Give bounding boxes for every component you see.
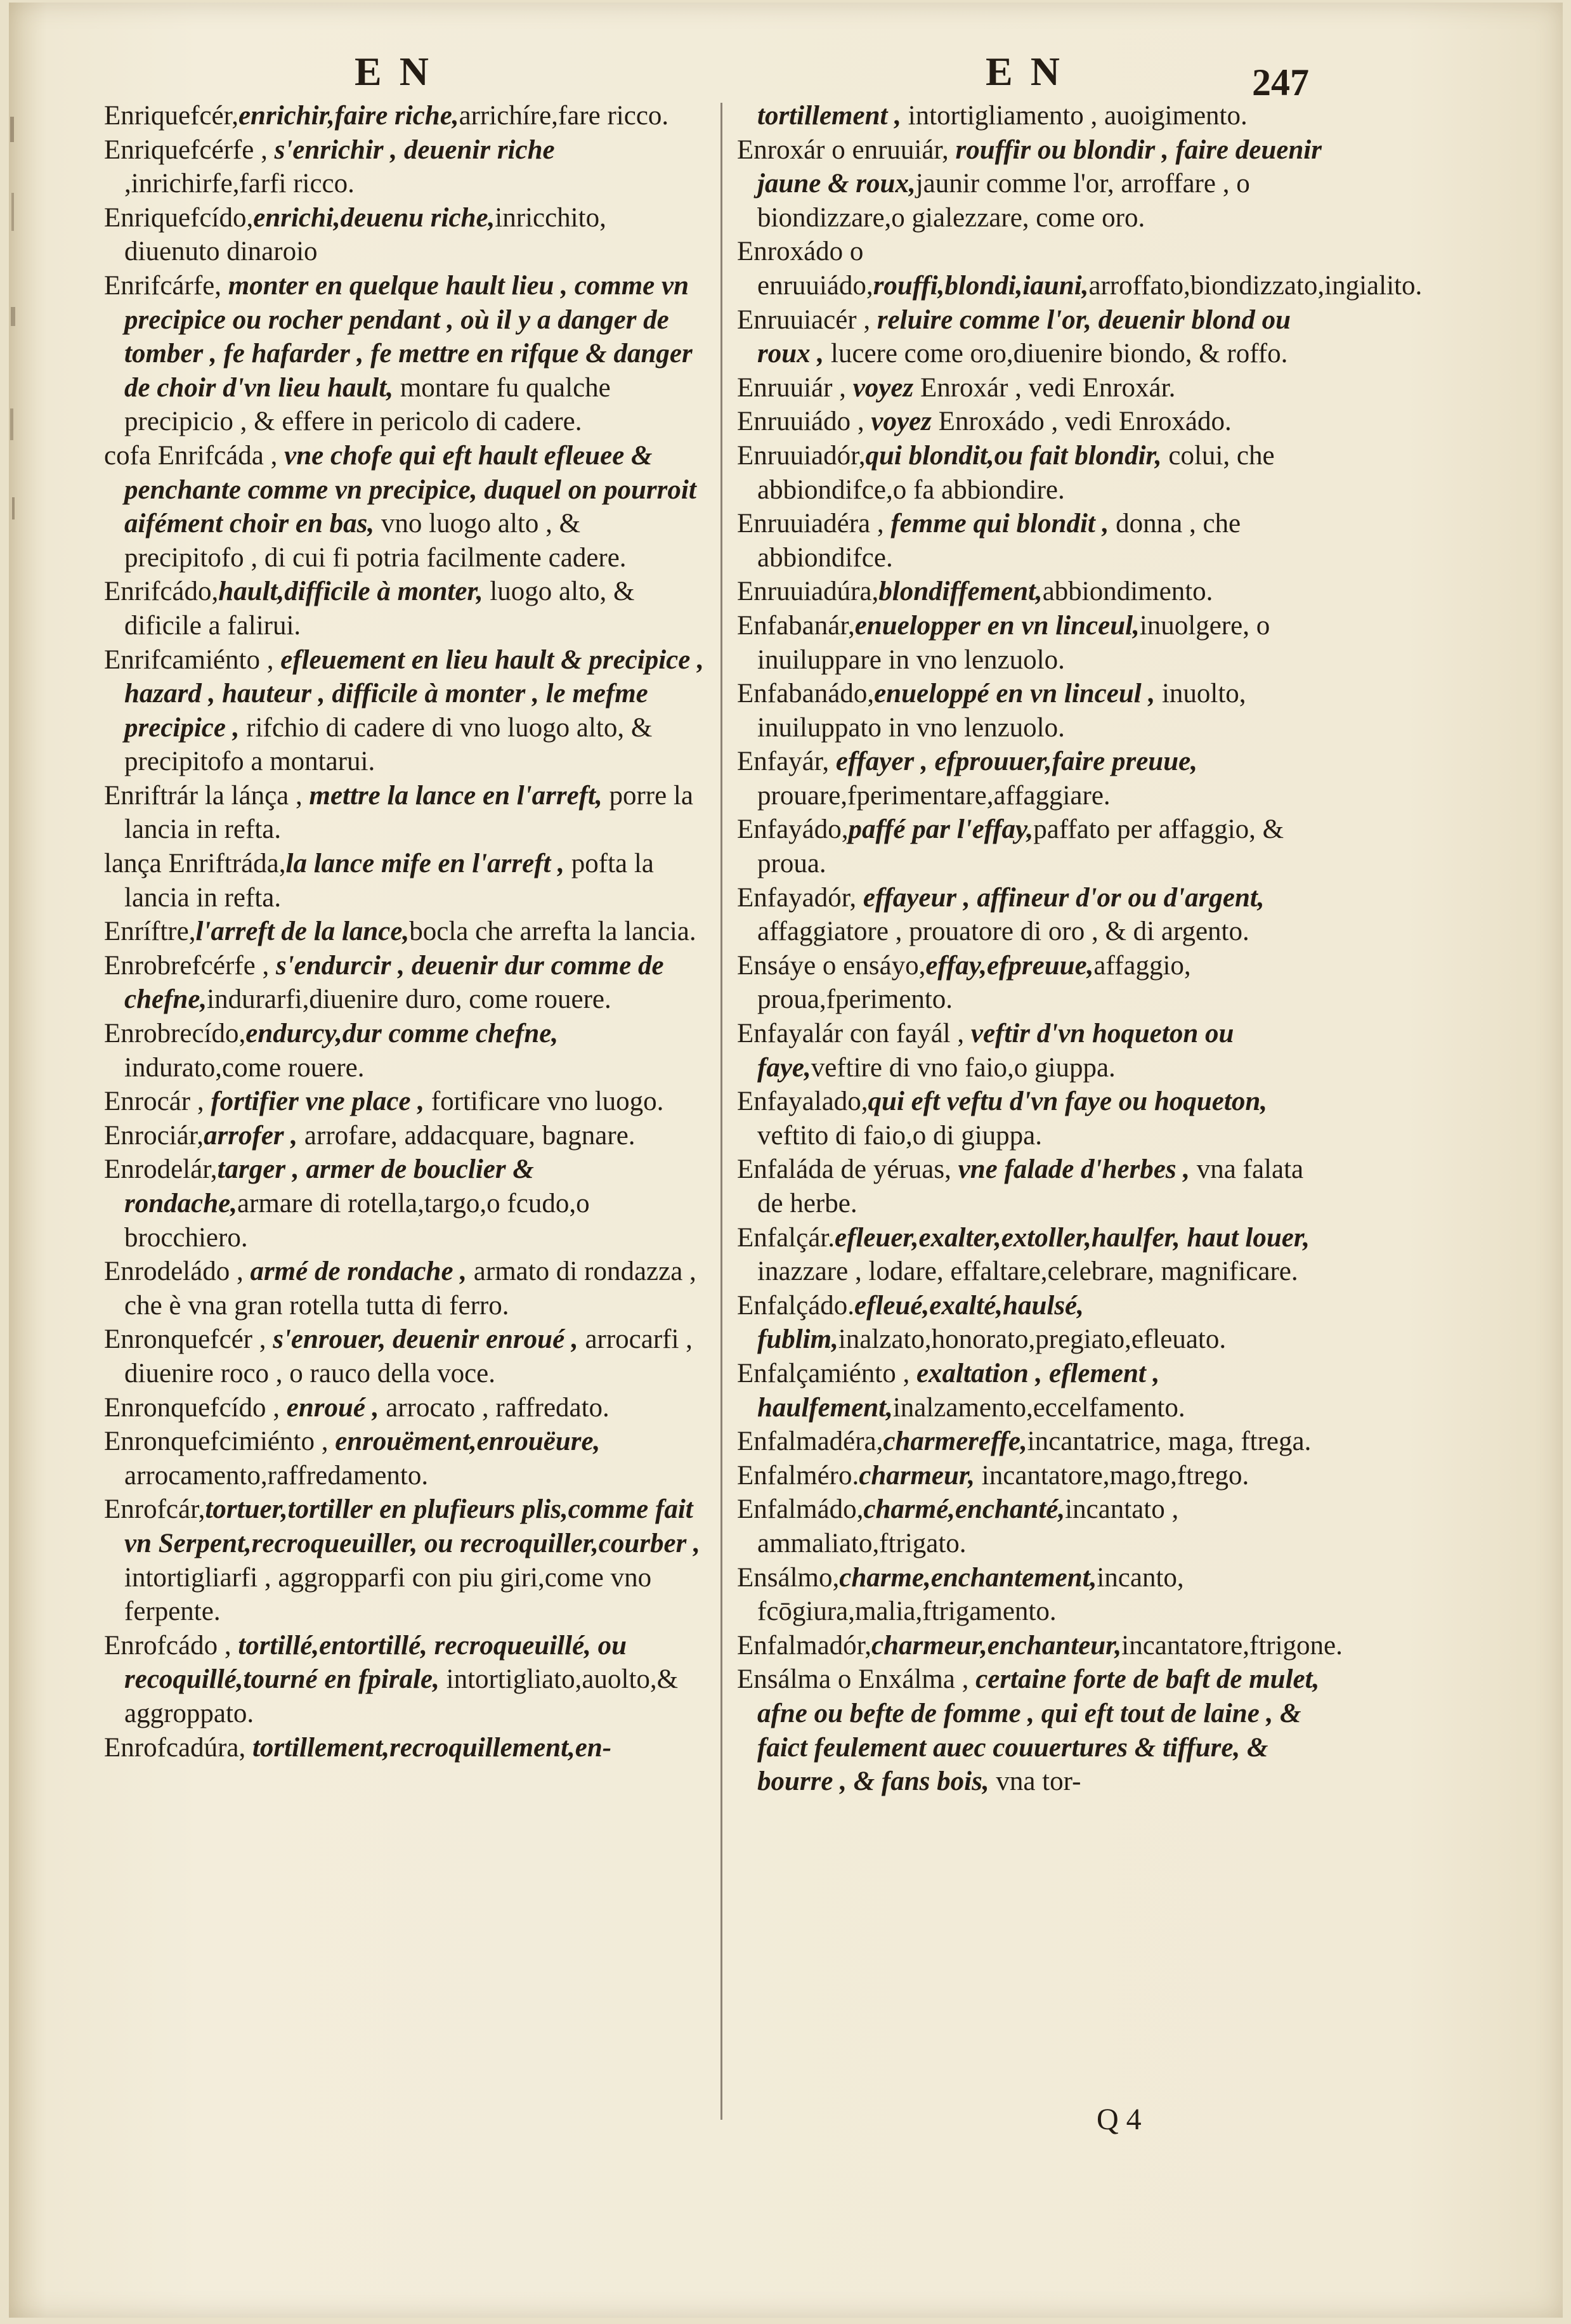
entry-italian: indurato,come rouere. <box>124 1052 365 1083</box>
entry-headword: Enronquefcér , <box>104 1324 266 1355</box>
entry-french: enrouëment,enrouëure, <box>328 1426 601 1457</box>
entry-headword: Enfalçamiénto , <box>737 1358 910 1388</box>
dictionary-entry <box>104 915 705 949</box>
entry-french: armé de rondache , <box>243 1257 467 1287</box>
dictionary-entry <box>737 405 1324 439</box>
dictionary-entry <box>104 575 705 643</box>
dictionary-entry <box>104 1017 705 1085</box>
entry-french: tortuer,tortiller en plufieurs plis,comme fait vn Serpent,recroqueuiller, ou recroquiller,courber , <box>124 1494 700 1558</box>
entry-headword: Ensálmo, <box>737 1562 840 1593</box>
entry-headword: Enriftrár la lánça , <box>104 780 303 811</box>
entry-italian: prouare,fperimentare,affaggiare. <box>757 780 1111 811</box>
entry-french: fortifier vne place , <box>204 1087 425 1117</box>
entry-headword: Enfaláda de yéruas, <box>737 1154 951 1185</box>
entry-french: femme qui blondit , <box>883 509 1109 539</box>
entry-headword: Enfayádo, <box>737 814 849 845</box>
dictionary-entry <box>104 1152 705 1255</box>
dictionary-entry <box>737 371 1324 405</box>
dictionary-entry <box>737 1085 1324 1152</box>
entry-italian: donna , che abbiondifce. <box>757 509 1241 573</box>
entry-french: charmeur, <box>859 1460 975 1491</box>
entry-french: qui eft veftu d'vn faye ou hoqueton, <box>868 1087 1267 1117</box>
entry-headword: Enfayalár con fayál , <box>737 1019 965 1049</box>
entry-french: certaine forte de baft de mulet, afne ou befte de fomme , qui eft tout de laine , & faict feulement auec couuertures & tiffure, & bourre , & fans bois, <box>757 1664 1320 1797</box>
entry-italian: arrocato , raffredato. <box>379 1392 609 1423</box>
dictionary-entry <box>104 1629 705 1731</box>
entry-italian: Enroxár , vedi Enroxár. <box>913 372 1176 403</box>
entry-french: enrichi,deuenu riche, <box>253 202 495 233</box>
entry-headword: Enrodelár, <box>104 1154 218 1185</box>
entry-italian: incantatrice, maga, ftrega. <box>1027 1426 1312 1457</box>
entry-french: rouffi,blondi,iauni, <box>873 270 1089 301</box>
dictionary-entry <box>104 1492 705 1628</box>
entry-french: s'enrouer, deuenir enroué , <box>266 1324 578 1355</box>
entry-french: qui blondit,ou fait blondir, <box>865 440 1162 471</box>
entry-headword: Enrifcamiénto , <box>104 644 274 675</box>
dictionary-entry <box>104 269 705 439</box>
dictionary-entry <box>737 303 1324 371</box>
entry-italian: jaunir comme l'or, arroffare , o biondizzare,o gialezzare, come oro. <box>757 169 1250 233</box>
entry-italian: arrocamento,raffredamento. <box>124 1460 429 1491</box>
dictionary-entry <box>104 1391 705 1425</box>
signature-mark: Q 4 <box>1097 2103 1142 2136</box>
entry-headword: Enroxádo o enruuiádo, <box>737 237 873 301</box>
dictionary-entry <box>737 1459 1324 1493</box>
dictionary-entry <box>104 1255 705 1322</box>
entry-italian: arrichíre,fare ricco. <box>459 101 669 131</box>
entry-headword: Enrifcádo, <box>104 577 219 607</box>
entry-italian: inricchito, diuenuto dinaroio <box>124 202 606 267</box>
entry-french: efleué,exalté,haulsé, fublim, <box>757 1290 1084 1355</box>
entry-french: hault,difficile à monter, <box>218 577 483 607</box>
entry-french: voyez <box>864 407 932 437</box>
entry-italian: arrocarfi , diuenire roco , o rauco della voce. <box>124 1324 693 1388</box>
entry-headword: Enruuiadúra, <box>737 577 879 607</box>
dictionary-entry <box>737 609 1324 677</box>
entry-headword: Ensáye o ensáyo, <box>737 950 926 981</box>
entry-headword: Enfabanár, <box>737 610 855 641</box>
entry-headword: lança Enriftráda, <box>104 849 286 879</box>
entry-french: enuelopper en vn linceul, <box>854 610 1140 641</box>
dictionary-entry <box>104 1731 705 1765</box>
entry-italian: vna falata de herbe. <box>757 1154 1304 1218</box>
entry-headword: Enruuiádo , <box>737 407 864 437</box>
entry-french: l'arreft de la lance, <box>195 917 410 947</box>
dictionary-entry <box>737 1289 1324 1357</box>
entry-french: efleuer,exalter,extoller,haulfer, haut louer, <box>835 1222 1310 1253</box>
entry-italian: montare fu qualche precipicio , & effere in pericolo di cadere. <box>124 372 611 437</box>
entry-headword: Enríftre, <box>104 917 196 947</box>
entry-french: charmereffe, <box>883 1426 1027 1457</box>
entry-italian: veftito di faio,o di giuppa. <box>757 1120 1043 1151</box>
dictionary-entry <box>737 507 1324 575</box>
entry-french: rouffir ou blondir , faire deuenir jaune & roux, <box>757 134 1322 199</box>
entry-french: reluire comme l'or, deuenir blond ou roux , <box>757 304 1291 369</box>
dictionary-entry <box>737 745 1324 813</box>
entry-headword: Enruuiacér , <box>737 304 871 335</box>
entry-headword: Enrobrefcérfe , <box>104 950 270 981</box>
entry-italian: incantato , ammaliato,ftrigato. <box>757 1494 1179 1558</box>
entry-headword: Enfabanádo, <box>737 679 875 709</box>
entry-french: effayer , efprouuer,faire preuue, <box>829 747 1197 777</box>
book-page <box>9 3 1563 2318</box>
entry-italian: armare di rotella,targo,o fcudo,o brocchiero. <box>124 1189 590 1253</box>
entry-italian: lucere come oro,diuenire biondo, & roffo. <box>824 339 1288 369</box>
entry-headword: Enrofcadúra, <box>104 1732 246 1763</box>
dictionary-entry <box>104 201 705 269</box>
entry-italian: vna tor- <box>989 1766 1081 1797</box>
dictionary-entry <box>737 949 1324 1017</box>
entry-italian: indurarfi,diuenire duro, come rouere. <box>207 984 611 1015</box>
entry-french: arrofer , <box>204 1120 298 1151</box>
entry-italian: inalzato,honorato,pregiato,efleuato. <box>838 1324 1227 1355</box>
entry-italian: affaggiatore , prouatore di oro , & di argento. <box>757 917 1249 947</box>
dictionary-entry <box>737 1221 1324 1289</box>
entry-french: endurcy,dur comme chefne, <box>245 1019 559 1049</box>
entry-french: veftir d'vn hoqueton ou faye, <box>757 1019 1234 1083</box>
running-head-right: EN <box>986 49 1078 94</box>
entry-italian: pofta la lancia in refta. <box>124 849 654 913</box>
dictionary-entry <box>737 1425 1324 1459</box>
entry-headword: Enfayalado, <box>737 1087 868 1117</box>
dictionary-entry <box>737 99 1324 133</box>
entry-italian: incantatore,ftrigone. <box>1121 1630 1343 1661</box>
entry-italian: incanto, fcōgiura,malia,ftrigamento. <box>757 1562 1184 1627</box>
entry-headword: Enrodeládo , <box>104 1257 244 1287</box>
entry-headword: Enfayár, <box>737 747 830 777</box>
entry-french: enrichir,faire riche, <box>238 101 459 131</box>
entry-headword: Enfalmádo, <box>737 1494 864 1525</box>
entry-italian: arrofare, addacquare, bagnare. <box>297 1120 636 1151</box>
entry-french: charme,enchantement, <box>839 1562 1097 1593</box>
entry-italian: inazzare , lodare, effaltare,celebrare, magnificare. <box>757 1257 1298 1287</box>
entry-italian: Enroxádo , vedi Enroxádo. <box>931 407 1232 437</box>
entry-headword: Enruuiadéra , <box>737 509 884 539</box>
entry-italian: abbiondimento. <box>1042 577 1213 607</box>
dictionary-entry <box>737 575 1324 609</box>
entry-italian: veftire di vno faio,o giuppa. <box>811 1052 1116 1083</box>
dictionary-entry <box>104 847 705 915</box>
entry-italian: affaggio, proua,fperimento. <box>757 950 1191 1015</box>
entry-italian: armato di rondazza , che è vna gran rotella tutta di ferro. <box>124 1257 696 1321</box>
dictionary-entry <box>737 677 1324 745</box>
entry-french: s'enrichir , deuenir riche <box>267 134 555 165</box>
entry-headword: Enrociár, <box>104 1120 204 1151</box>
entry-italian: bocla che arrefta la lancia. <box>409 917 696 947</box>
entry-italian: intortigliarfi , aggropparfi con piu giri,come vno ferpente. <box>124 1562 652 1627</box>
entry-french: vne chofe qui eft hault efleuee & penchante comme vn precipice, duquel on pourroit aifément choir en bas, <box>124 440 696 539</box>
entry-french: monter en quelque hault lieu , comme vn precipice ou rocher pendant , où il y a danger de tomber , fe hafarder , fe mettre en rifque & danger de choir d'vn lieu hault, <box>124 270 693 403</box>
entry-italian: porre la lancia in refta. <box>124 780 693 845</box>
entry-headword: Enriquefcído, <box>104 202 254 233</box>
entry-french: effayeur , affineur d'or ou d'argent, <box>856 882 1265 913</box>
margin-stains <box>9 3 34 700</box>
entry-french: la lance mife en l'arreft , <box>285 849 564 879</box>
page-number: 247 <box>1252 62 1309 103</box>
entry-headword: Enruuiár , <box>737 372 846 403</box>
dictionary-entry <box>737 1662 1324 1798</box>
entry-italian: intortigliato,auolto,& aggroppato. <box>124 1664 679 1728</box>
entry-headword: Enrobrecído, <box>104 1019 246 1049</box>
entry-headword: Enfalçár. <box>737 1222 835 1253</box>
entry-italian: inuolto, inuiluppato in vno lenzuolo. <box>757 679 1246 743</box>
left-column <box>104 99 705 1765</box>
entry-french: mettre la lance en l'arreft, <box>302 780 603 811</box>
entry-headword: Enfalmadór, <box>737 1630 871 1661</box>
dictionary-entry <box>737 133 1324 235</box>
entry-french: charmeur,enchanteur, <box>871 1630 1122 1661</box>
entry-italian: ,inrichirfe,farfi ricco. <box>124 169 355 199</box>
entry-french: charmé,enchanté, <box>863 1494 1066 1525</box>
dictionary-entry <box>737 1492 1324 1560</box>
entry-french: vne falade d'herbes , <box>951 1154 1190 1185</box>
entry-french: tortillement , <box>757 101 901 131</box>
dictionary-entry <box>737 881 1324 949</box>
entry-headword: Enrofcádo , <box>104 1630 231 1661</box>
dictionary-entry <box>737 1152 1324 1220</box>
entry-french: effay,efpreuue, <box>925 950 1094 981</box>
entry-french: enroué , <box>280 1392 379 1423</box>
right-column <box>737 99 1423 1799</box>
dictionary-entry <box>737 1629 1343 1663</box>
entry-italian: paffato per affaggio, & proua. <box>757 814 1284 879</box>
entry-headword: Enroxár o enruuiár, <box>737 134 949 165</box>
entry-headword: Enronquefcimiénto , <box>104 1426 329 1457</box>
entry-french: paffé par l'effay, <box>848 814 1034 845</box>
entry-italian: arroffato,biondizzato,ingialito. <box>1088 270 1423 301</box>
entry-french: targer , armer de bouclier & rondache, <box>124 1154 534 1218</box>
entry-italian: rifchio di cadere di vno luogo alto, & precipitofo a montarui. <box>124 712 653 777</box>
entry-italian: luogo alto, & dificile a falirui. <box>124 577 635 641</box>
entry-headword: Enriquefcérfe , <box>104 134 268 165</box>
entry-headword: Enfalmadéra, <box>737 1426 883 1457</box>
entry-headword: Enruuiadór, <box>737 440 866 471</box>
entry-french: blondiffement, <box>878 577 1043 607</box>
entry-italian: fortificare vno luogo. <box>424 1087 664 1117</box>
entry-headword: Enfalçádo. <box>737 1290 855 1321</box>
entry-headword: Enrifcárfe, <box>104 270 221 301</box>
entry-italian: incantatore,mago,ftrego. <box>975 1460 1249 1491</box>
dictionary-entry <box>737 235 1423 303</box>
entry-italian: vno luogo alto , & precipitofo , di cui fi potria facilmente cadere. <box>124 509 627 573</box>
dictionary-entry <box>737 439 1324 507</box>
dictionary-entry <box>104 779 705 847</box>
entry-french: s'endurcir , deuenir dur comme de chefne, <box>124 950 664 1015</box>
entry-headword: Enronquefcído , <box>104 1392 280 1423</box>
column-rule <box>720 103 722 2120</box>
dictionary-entry <box>104 133 705 201</box>
dictionary-entry <box>104 1119 705 1153</box>
entry-headword: Enrofcár, <box>104 1494 205 1525</box>
dictionary-entry <box>737 1017 1324 1085</box>
entry-french: voyez <box>845 372 914 403</box>
dictionary-entry <box>737 813 1324 880</box>
entry-headword: Ensálma o Enxálma , <box>737 1664 969 1695</box>
entry-italian: inuolgere, o inuiluppare in vno lenzuolo. <box>757 610 1270 675</box>
dictionary-entry <box>104 643 705 779</box>
entry-headword: Enrocár , <box>104 1087 204 1117</box>
dictionary-entry <box>104 1425 705 1492</box>
entry-french: tortillement,recroquillement,en- <box>245 1732 612 1763</box>
entry-french: enueloppé en vn linceul , <box>874 679 1156 709</box>
dictionary-entry <box>104 1085 705 1119</box>
entry-italian: inalzamento,eccelfamento. <box>892 1392 1185 1423</box>
dictionary-entry <box>737 1561 1324 1629</box>
entry-headword: cofa Enrifcáda , <box>104 440 278 471</box>
entry-headword: Enfalméro. <box>737 1460 859 1491</box>
running-head-left: EN <box>355 49 447 94</box>
dictionary-entry <box>104 439 705 575</box>
entry-italian: intortigliamento , auoigimento. <box>901 101 1248 131</box>
dictionary-entry <box>104 99 705 133</box>
entry-headword: Enriquefcér, <box>104 101 238 131</box>
entry-french: exaltation , eflement , haulfement, <box>757 1358 1160 1423</box>
dictionary-entry <box>104 949 705 1017</box>
dictionary-entry <box>737 1357 1324 1425</box>
dictionary-entry <box>104 1322 705 1390</box>
entry-headword: Enfayadór, <box>737 882 857 913</box>
entry-french: tortillé,entortillé, recroqueuillé, ou recoquillé,tourné en fpirale, <box>124 1630 627 1695</box>
entry-french: efleuement en lieu hault & precipice , hazard , hauteur , difficile à monter , le mefme precipice , <box>124 644 704 743</box>
entry-italian: colui, che abbiondifce,o fa abbiondire. <box>757 440 1275 505</box>
